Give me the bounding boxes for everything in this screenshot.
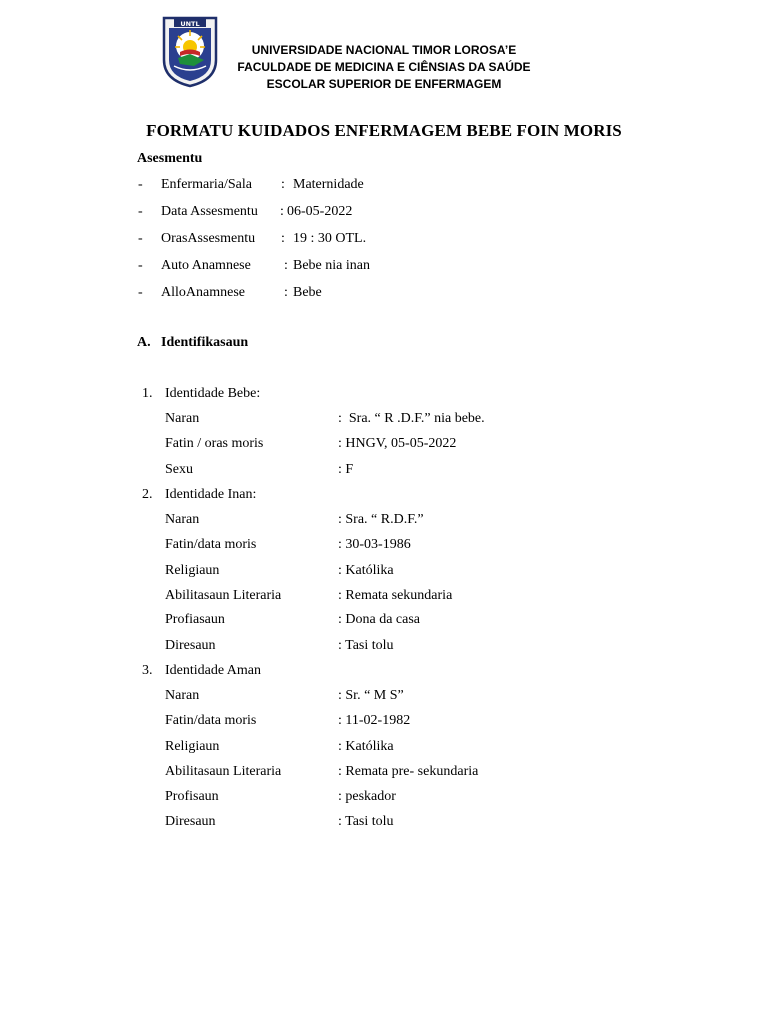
- field-value: : Sr. “ M S”: [338, 688, 404, 703]
- field-separator: :: [281, 231, 285, 246]
- field-value: : Remata pre- sekundaria: [338, 764, 479, 779]
- group-number: 2.: [142, 487, 153, 502]
- field-label: AlloAnamnese: [161, 285, 245, 300]
- list-bullet: -: [138, 285, 143, 300]
- field-value: : Katólika: [338, 563, 394, 578]
- field-separator: :: [284, 258, 288, 273]
- field-value: Bebe: [293, 285, 322, 300]
- field-value: : HNGV, 05-05-2022: [338, 436, 457, 451]
- field-value: 19 : 30 OTL.: [293, 231, 367, 246]
- list-bullet: -: [138, 231, 143, 246]
- header-faculty: FACULDADE DE MEDICINA E CIÊNSIAS DA SAÚDE: [237, 60, 531, 74]
- group-title: Identidade Inan:: [165, 487, 257, 502]
- field-label: OrasAssesmentu: [161, 231, 256, 246]
- field-value: : peskador: [338, 789, 396, 804]
- field-label: Naran: [165, 688, 200, 703]
- field-value: 06-05-2022: [287, 204, 353, 219]
- field-label: Religiaun: [165, 563, 220, 578]
- field-label: Fatin/data moris: [165, 713, 257, 728]
- group-title: Identidade Bebe:: [165, 386, 261, 401]
- field-label: Diresaun: [165, 814, 216, 829]
- field-value: : Tasi tolu: [338, 638, 394, 653]
- list-bullet: -: [138, 177, 143, 192]
- assessment-heading: Asesmentu: [137, 151, 203, 166]
- field-label: Data Assesmentu: [161, 204, 258, 219]
- field-separator: :: [284, 285, 288, 300]
- field-label: Sexu: [165, 462, 193, 477]
- field-value: : Katólika: [338, 739, 394, 754]
- field-separator: :: [281, 177, 285, 192]
- field-value: : 11-02-1982: [338, 713, 411, 728]
- group-number: 1.: [142, 386, 153, 401]
- field-value: : Remata sekundaria: [338, 588, 453, 603]
- field-value: : 30-03-1986: [338, 537, 411, 552]
- field-label: Naran: [165, 411, 200, 426]
- group-number: 3.: [142, 663, 153, 678]
- field-value: : Tasi tolu: [338, 814, 394, 829]
- section-heading: Identifikasaun: [161, 335, 249, 350]
- field-label: Naran: [165, 512, 200, 527]
- field-label: Profisaun: [165, 789, 219, 804]
- list-bullet: -: [138, 204, 143, 219]
- field-label: Abilitasaun Literaria: [165, 588, 282, 603]
- field-label: Religiaun: [165, 739, 220, 754]
- header-university: UNIVERSIDADE NACIONAL TIMOR LOROSA’E: [251, 43, 517, 57]
- document-title: FORMATU KUIDADOS ENFERMAGEM BEBE FOIN MORIS: [146, 121, 622, 140]
- field-label: Auto Anamnese: [161, 258, 251, 273]
- field-value: Bebe nia inan: [293, 258, 370, 273]
- field-separator: :: [280, 204, 284, 219]
- header-school: ESCOLAR SUPERIOR DE ENFERMAGEM: [266, 77, 502, 91]
- field-value: Maternidade: [293, 177, 364, 192]
- field-label: Profiasaun: [165, 612, 225, 627]
- list-bullet: -: [138, 258, 143, 273]
- field-label: Abilitasaun Literaria: [165, 764, 282, 779]
- field-label: Fatin / oras moris: [165, 436, 264, 451]
- svg-text:UNTL: UNTL: [180, 20, 200, 28]
- field-value: : Sra. “ R .D.F.” nia bebe.: [338, 411, 485, 426]
- group-title: Identidade Aman: [165, 663, 262, 678]
- field-value: : F: [338, 462, 354, 477]
- field-value: : Dona da casa: [338, 612, 421, 627]
- section-letter: A.: [137, 335, 151, 350]
- field-label: Fatin/data moris: [165, 537, 257, 552]
- field-value: : Sra. “ R.D.F.”: [338, 512, 424, 527]
- field-label: Enfermaria/Sala: [161, 177, 252, 192]
- field-label: Diresaun: [165, 638, 216, 653]
